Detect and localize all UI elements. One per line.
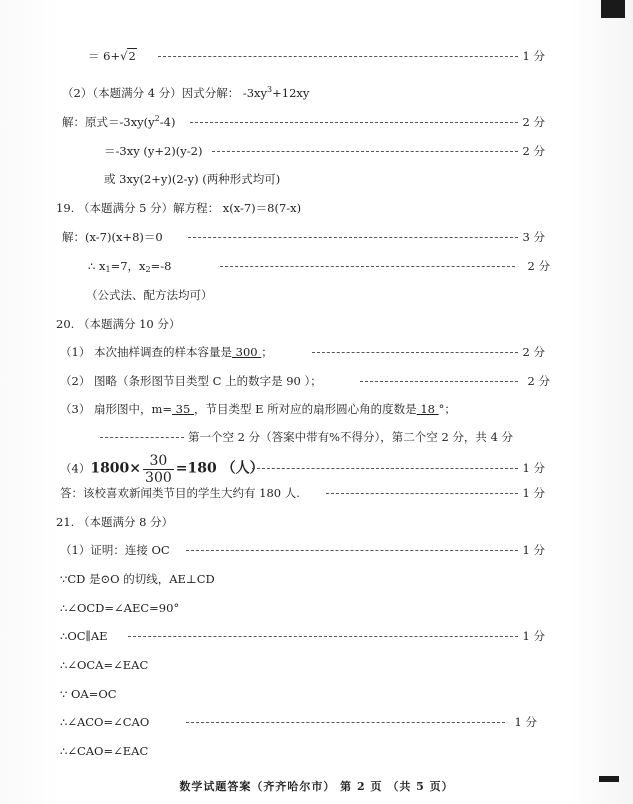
- line-19-text: ∵CD 是⊙O 的切线，AE⊥CD: [60, 572, 215, 586]
- line-20-text: ∴∠OCD=∠AEC=90°: [60, 601, 180, 615]
- line-21-text: ∴OC∥AE: [60, 629, 108, 643]
- line-21: [0, 624, 633, 648]
- line-25-text: ∴∠CAO=∠EAC: [60, 744, 149, 758]
- dotted-leader: [360, 381, 518, 382]
- line-8-text: ∴ $x_1=7$，$x_2=-8$: [88, 259, 172, 274]
- line-9: [0, 283, 633, 307]
- sqrt-value: 2: [128, 49, 136, 63]
- line-3: [0, 110, 633, 134]
- line-7: [0, 225, 633, 249]
- score-11: 2 分: [522, 345, 545, 359]
- line-25: [0, 739, 633, 763]
- line-5: [0, 167, 633, 191]
- line-2-text: （2）（本题满分 4 分）因式分解： $-3xy^3+12xy$: [62, 85, 310, 100]
- line-4-text: ＝-3xy (y+2)(y-2): [104, 144, 203, 158]
- line-22-text: ∴∠OCA=∠EAC: [60, 658, 149, 672]
- dotted-leader: [220, 266, 515, 267]
- line-23-text: ∵ OA=OC: [60, 687, 117, 701]
- line-20: [0, 596, 633, 620]
- dotted-leader: [188, 237, 518, 238]
- scan-bottom-mark: [599, 776, 619, 782]
- score-21: 1 分: [522, 629, 545, 643]
- line-14-text: 第一个空 2 分（答案中带有%不得分），第二个空 2 分，共 4 分: [188, 430, 514, 444]
- dotted-leader: [128, 636, 518, 637]
- line-13-text: （3） 扇形图中，m= 35 ，节目类型 E 所对应的扇形圆心角的度数是 18 °；: [60, 402, 456, 416]
- score-4: 2 分: [522, 144, 545, 158]
- dotted-leader: [186, 550, 518, 551]
- line-13: [0, 397, 633, 421]
- dotted-leader: [158, 56, 518, 57]
- line-19: [0, 567, 633, 591]
- fraction: $\frac{30}{300}$: [145, 453, 172, 486]
- question-21-header: 21. （本题满分 8 分）: [56, 515, 174, 529]
- line-24: [0, 710, 633, 734]
- dotted-leader: [312, 352, 518, 353]
- line-8: [0, 254, 633, 278]
- line-16-text: 答：该校喜欢新闻类节目的学生大约有 180 人.: [60, 486, 300, 500]
- line-16: [0, 481, 633, 505]
- dotted-leader: [252, 468, 518, 469]
- score-3: 2 分: [522, 115, 545, 129]
- dotted-leader: [100, 437, 184, 438]
- question-20-header: 20. （本题满分 10 分）: [56, 317, 181, 331]
- line-9-text: （公式法、配方法均可）: [86, 288, 213, 302]
- question-19-header: 19. （本题满分 5 分）解方程： x(x-7)＝8(7-x): [56, 201, 302, 215]
- line-17: [0, 510, 633, 534]
- line-2: [0, 81, 633, 105]
- page-footer: 数学试题答案（齐齐哈尔市） 第 2 页 （共 5 页）: [179, 780, 454, 793]
- line-5-text: 或 3xy(2+y)(2-y) (两种形式均可): [104, 172, 281, 186]
- line-4: [0, 139, 633, 163]
- line-10: [0, 312, 633, 336]
- line-11: [0, 340, 633, 364]
- dotted-leader: [212, 151, 518, 152]
- score-16: 1 分: [522, 486, 545, 500]
- line-14: [0, 425, 633, 449]
- line-3-text: 解：原式$=-3xy(y^2-4)$: [62, 114, 176, 129]
- dotted-leader: [186, 722, 505, 723]
- line-7-text: 解：(x-7)(x+8)＝0: [62, 230, 163, 244]
- score-12: 2 分: [527, 374, 550, 388]
- line-11-text: （1） 本次抽样调查的样本容量是 300 ；: [60, 345, 273, 359]
- score-8: 2 分: [527, 259, 550, 273]
- line-23: [0, 682, 633, 706]
- line-12-text: （2） 图略（条形图节目类型 C 上的数字是 90 ）；: [60, 374, 322, 388]
- line-1: [0, 44, 633, 68]
- score-18: 1 分: [522, 543, 545, 557]
- score-24: 1 分: [514, 715, 537, 729]
- answer-blank-angle: 18: [416, 402, 439, 416]
- answer-blank: 300: [231, 345, 262, 359]
- dotted-leader: [326, 493, 518, 494]
- line-15-text: （4）1800× $\frac{30}{300}$ =180 （人）: [60, 453, 264, 486]
- line-15: [0, 453, 633, 486]
- score-7: 3 分: [522, 230, 545, 244]
- answer-blank-m: 35: [172, 402, 194, 416]
- score-1: 1 分: [522, 49, 545, 63]
- scan-corner-mark: [601, 0, 625, 18]
- line-6: [0, 196, 633, 220]
- line-1-text: ＝ 6+√2: [88, 49, 136, 63]
- line-22: [0, 653, 633, 677]
- score-15: 1 分: [522, 461, 545, 475]
- line-18-text: （1）证明：连接 OC: [60, 543, 170, 557]
- line-12: [0, 369, 633, 393]
- line-18: [0, 538, 633, 562]
- line-24-text: ∴∠ACO=∠CAO: [60, 715, 150, 729]
- dotted-leader: [190, 122, 518, 123]
